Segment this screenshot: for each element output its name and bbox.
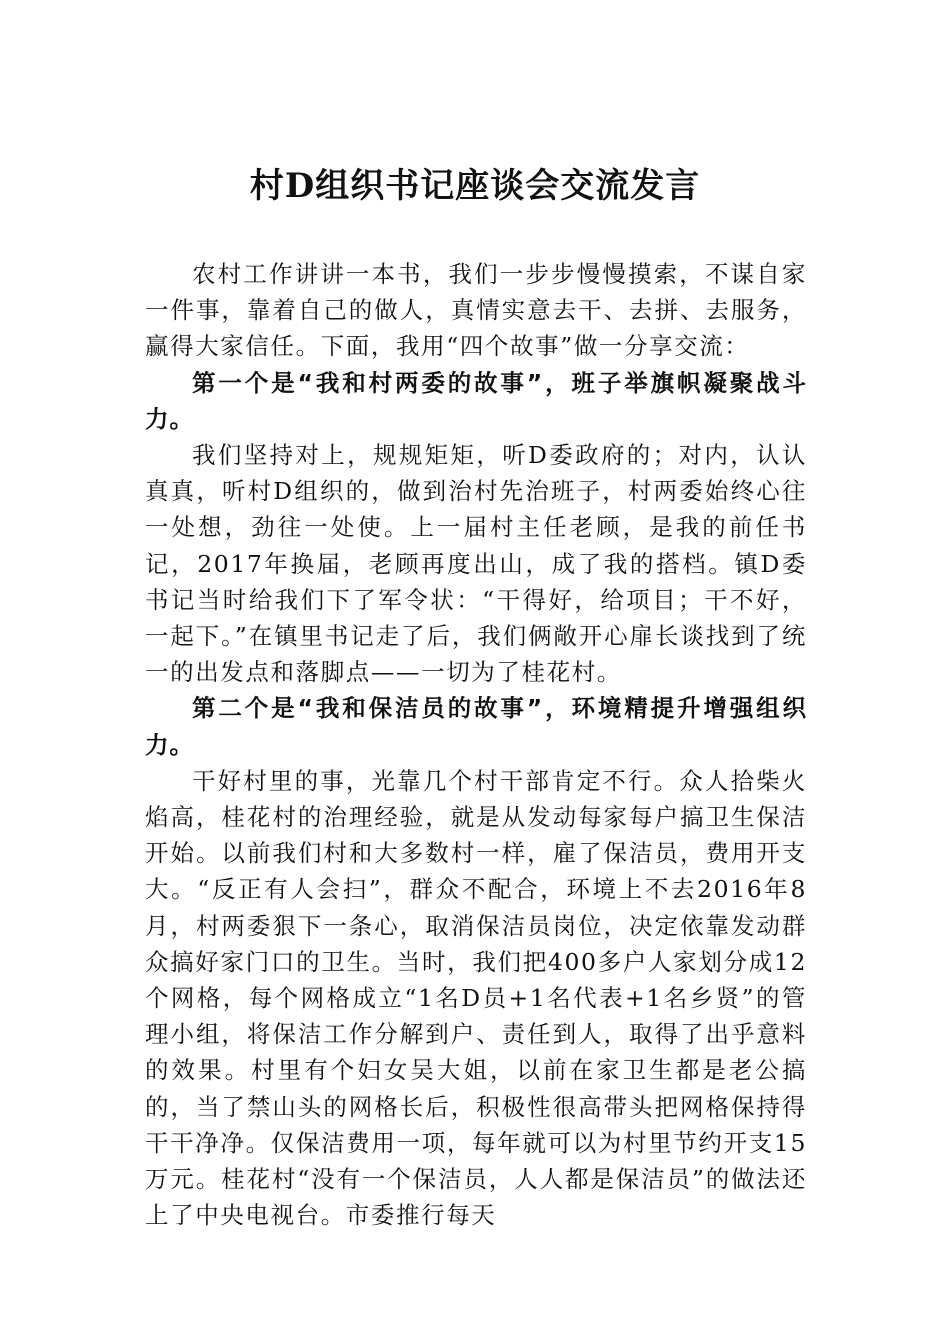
section-heading-2: 第二个是“我和保洁员的故事”，环境精提升增强组织力。 bbox=[145, 694, 807, 759]
document-body bbox=[145, 256, 807, 1233]
paragraph-intro: 农村工作讲讲一本书，我们一步步慢慢摸索，不谋自家一件事，靠着自己的做人，真情实意去干、去拼、去服务，赢得大家信任。下面，我用“四个故事”做一分享交流： bbox=[145, 260, 807, 361]
paragraph-story-2: 干好村里的事，光靠几个村干部肯定不行。众人拾柴火焰高，桂花村的治理经验，就是从发动每家每户搞卫生保洁开始。以前我们村和大多数村一样，雇了保洁员，费用开支大。“反正有人会扫”，群众不配合，环境上不去2016年8月，村两委狠下一条心，取消保洁员岗位，决定依靠发动群众搞好家门口的卫生。当时，我们把400多户人家划分成12个网格，每个网格成立“1名D员+1名代表+1名乡贤”的管理小组，将保洁工作分解到户、责任到人，取得了出乎意料的效果。村里有个妇女吴大姐，以前在家卫生都是老公搞的，当了禁山头的网格长后，积极性很高带头把网格保持得干干净净。仅保洁费用一项，每年就可以为村里节约开支15万元。桂花村“没有一个保洁员，人人都是保洁员”的做法还上了中央电视台。市委推行每天 bbox=[145, 766, 807, 1230]
document-title: 村D组织书记座谈会交流发言 bbox=[249, 166, 701, 206]
paragraph-story-1: 我们坚持对上，规规矩矩，听D委政府的；对内，认认真真，听村D组织的，做到治村先治班子，村两委始终心往一处想，劲往一处使。上一届村主任老顾，是我的前任书记，2017年换届，老顾再度出山，成了我的搭档。镇D委书记当时给我们下了军令状：“干得好，给项目；干不好，一起下。”在镇里书记走了后，我们俩敞开心扉长谈找到了统一的出发点和落脚点——一切为了桂花村。 bbox=[145, 441, 807, 687]
section-heading-1: 第一个是“我和村两委的故事”，班子举旗帜凝聚战斗力。 bbox=[145, 368, 807, 433]
